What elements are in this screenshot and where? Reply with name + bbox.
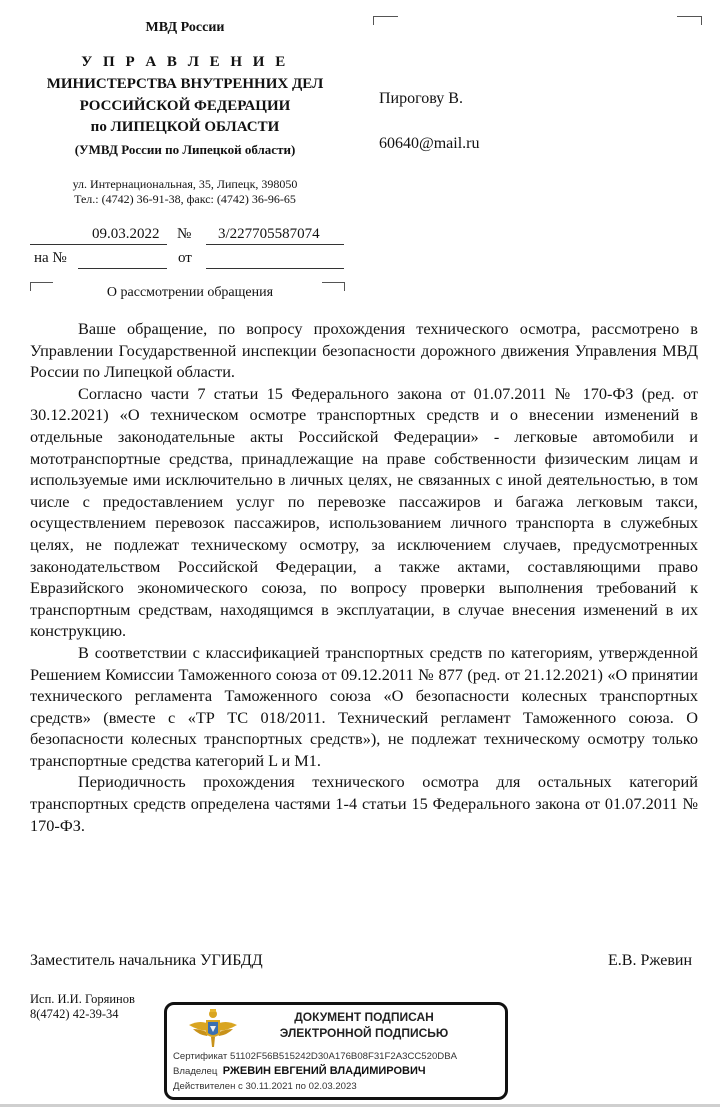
from-label: от xyxy=(178,250,192,266)
reference-underline xyxy=(78,268,167,269)
certificate-number: 51102F56B515242D30A176B08F31F2A3CC520DBA xyxy=(230,1051,458,1062)
executor-phone: 8(4742) 42-39-34 xyxy=(30,1007,119,1021)
number-underline xyxy=(206,244,344,245)
department-phones: Тел.: (4742) 36-91-38, факс: (4742) 36-96-65 xyxy=(74,192,296,206)
date-underline xyxy=(30,244,167,245)
department-title: У П Р А В Л Е Н И Е xyxy=(81,54,289,70)
from-underline xyxy=(206,268,344,269)
body-paragraph: В соответствии с классификацией транспортных средств по категориям, утвержденной Решением Комиссии Таможенного союза от 09.12.2011 № 877 (ред. от 21.12.2021) «О принятии технического регламента Таможенного союза «О безопасности колесных транспортных средств» (вместе с «ТР ТС 018/2011. Технический регламент Таможенного союза. О безопасности колесных транспортных средств»), не подлежат техническому осмотру только транспортные средства категорий L и M1. xyxy=(30,642,698,770)
department-line-4: по ЛИПЕЦКОЙ ОБЛАСТИ xyxy=(90,119,280,135)
letter-body xyxy=(30,318,698,836)
validity-period: Действителен с 30.11.2021 по 02.03.2023 xyxy=(173,1081,357,1092)
letter-date: 09.03.2022 xyxy=(92,226,160,242)
reference-label: на № xyxy=(34,250,67,266)
recipient-bracket-right xyxy=(677,16,702,25)
ministry-short-name: МВД России xyxy=(145,20,225,35)
department-address: ул. Интернациональная, 35, Липецк, 398050 xyxy=(72,177,298,191)
stamp-title-line-2: ЭЛЕКТРОННОЙ ПОДПИСЬЮ xyxy=(279,1026,449,1040)
department-line-2: МИНИСТЕРСТВА ВНУТРЕННИХ ДЕЛ xyxy=(46,76,324,92)
electronic-signature-stamp xyxy=(164,1002,508,1100)
owner-label: Владелец xyxy=(173,1066,218,1077)
owner-row xyxy=(173,1065,426,1077)
letter-number: 3/227705587074 xyxy=(218,226,320,242)
department-short-name: (УМВД России по Липецкой области) xyxy=(74,142,296,157)
body-paragraph: Согласно части 7 статьи 15 Федерального закона от 01.07.2011 № 170-ФЗ (ред. от 30.12.2021) «О техническом осмотре транспортных средств и о внесении изменений в отдельные законодательные акты Российской Федерации» - легковые автомобили и мототранспортные средства, принадлежащие на праве собственности физическим лицам и используемые ими исключительно в личных целях, не связанных с иной деятельностью, в том числе с предоставлением услуг по перевозке пассажиров и багажа легковым такси, осуществлением перевозок пассажиров, использованием личного транспорта в служебных целях, не подлежат техническому осмотру, за исключением случаев, предусмотренных законодательством Российской Федерации, а также актами, составляющими право Евразийского экономического союза, по вопросу проверки выполнения требований к транспортным средствам, находящимся в эксплуатации, в случае внесения изменений в их конструкцию. xyxy=(30,383,698,641)
department-line-3: РОССИЙСКОЙ ФЕДЕРАЦИИ xyxy=(79,98,291,114)
recipient-email[interactable]: 60640@mail.ru xyxy=(379,135,480,152)
executor-name: Исп. И.И. Горяинов xyxy=(30,992,135,1006)
letter-subject: О рассмотрении обращения xyxy=(106,285,274,300)
certificate-label: Сертификат xyxy=(173,1051,228,1062)
owner-name: РЖЕВИН ЕВГЕНИЙ ВЛАДИМИРОВИЧ xyxy=(222,1065,426,1077)
body-paragraph: Ваше обращение, по вопросу прохождения технического осмотра, рассмотрено в Управлении Государственной инспекции безопасности дорожного движения Управления МВД России по Липецкой области. xyxy=(30,319,698,382)
body-paragraph: Периодичность прохождения технического осмотра для остальных категорий транспортных средств определена частями 1-4 статьи 15 Федерального закона от 01.07.2011 № 170-ФЗ. xyxy=(30,772,698,835)
recipient-bracket-left xyxy=(373,16,398,25)
mvd-eagle-emblem-icon xyxy=(187,1007,239,1049)
stamp-title-line-1: ДОКУМЕНТ ПОДПИСАН xyxy=(294,1010,434,1024)
number-label: № xyxy=(177,226,192,242)
signatory-position: Заместитель начальника УГИБДД xyxy=(30,952,263,969)
recipient-name: Пирогову В. xyxy=(379,90,463,107)
certificate-row xyxy=(173,1051,457,1062)
signatory-name: Е.В. Ржевин xyxy=(608,952,692,969)
